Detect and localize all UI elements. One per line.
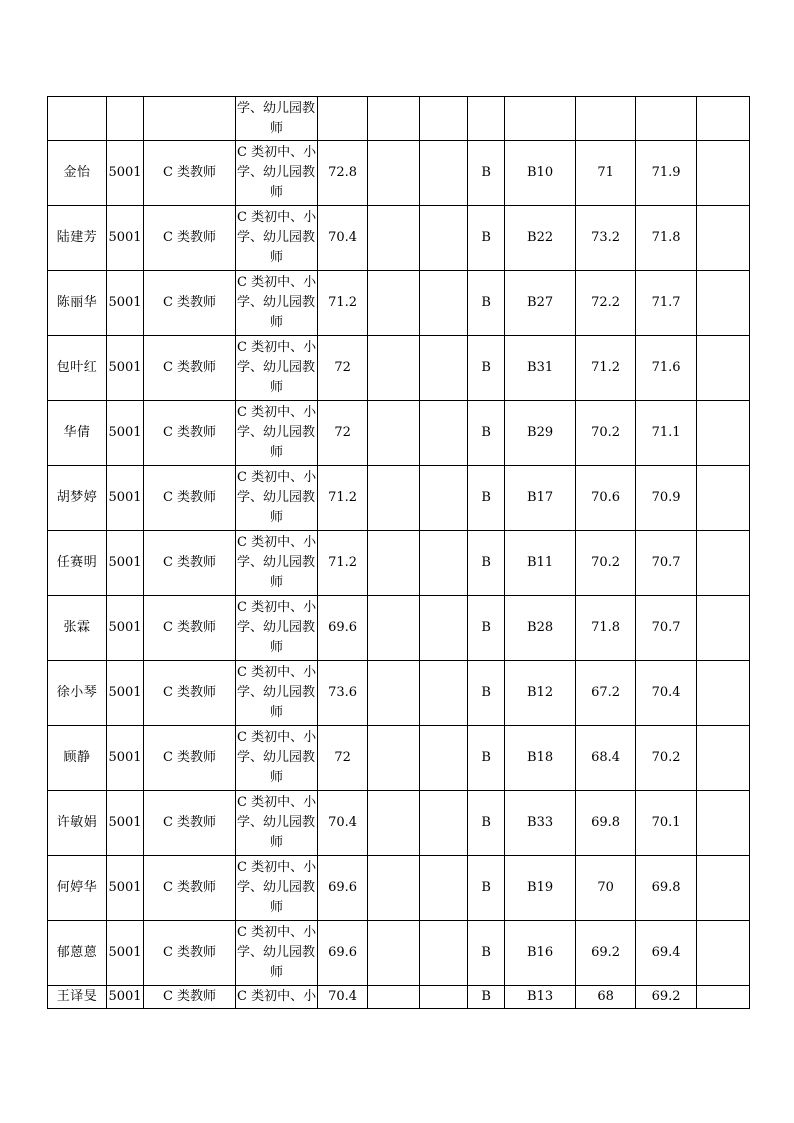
total-score-cell: 71.1 xyxy=(636,401,697,466)
code-cell xyxy=(107,97,144,141)
code-cell: 5001 xyxy=(107,726,144,791)
empty-cell xyxy=(420,466,468,531)
total-score-cell: 70.7 xyxy=(636,531,697,596)
table-row xyxy=(48,401,750,466)
code-cell: 5001 xyxy=(107,596,144,661)
written-score-cell: 72 xyxy=(318,726,368,791)
name-cell: 华倩 xyxy=(48,401,107,466)
name-cell: 郁蒽蒽 xyxy=(48,921,107,986)
remark-cell xyxy=(697,271,750,336)
code-cell: 5001 xyxy=(107,986,144,1009)
total-score-cell: 70.1 xyxy=(636,791,697,856)
post-line: C 类初中、小 xyxy=(237,535,317,550)
table-row xyxy=(48,336,750,401)
code-cell: 5001 xyxy=(107,921,144,986)
post-line: 师 xyxy=(270,315,284,330)
code-cell: 5001 xyxy=(107,531,144,596)
total-score-cell: 69.4 xyxy=(636,921,697,986)
empty-cell xyxy=(368,661,420,726)
interview-score-cell: 71.2 xyxy=(576,336,636,401)
category-cell: C 类教师 xyxy=(144,856,236,921)
remark-cell xyxy=(697,206,750,271)
interview-score-cell: 72.2 xyxy=(576,271,636,336)
table-row xyxy=(48,596,750,661)
seat-cell: B28 xyxy=(505,596,576,661)
grade-cell: B xyxy=(468,856,505,921)
post-line: C 类初中、小 xyxy=(237,470,317,485)
post-line: 学、幼儿园教 xyxy=(237,100,316,116)
remark-cell xyxy=(697,986,750,1009)
post-line: 师 xyxy=(270,640,284,655)
post-line: 学、幼儿园教 xyxy=(237,945,316,960)
post-line: 师 xyxy=(270,120,284,136)
grade-cell: B xyxy=(468,921,505,986)
empty-cell xyxy=(368,531,420,596)
code-cell: 5001 xyxy=(107,661,144,726)
post-cell xyxy=(236,336,318,401)
table-row xyxy=(48,531,750,596)
post-line: 师 xyxy=(270,705,284,720)
written-score-cell: 70.4 xyxy=(318,791,368,856)
remark-cell xyxy=(697,921,750,986)
seat-cell: B29 xyxy=(505,401,576,466)
category-cell xyxy=(144,97,236,141)
category-cell: C 类教师 xyxy=(144,531,236,596)
written-score-cell: 69.6 xyxy=(318,921,368,986)
remark-cell xyxy=(697,791,750,856)
empty-cell xyxy=(420,336,468,401)
seat-cell xyxy=(505,97,576,141)
code-cell: 5001 xyxy=(107,271,144,336)
table-row xyxy=(48,661,750,726)
interview-score-cell: 70.2 xyxy=(576,401,636,466)
empty-cell xyxy=(420,206,468,271)
empty-cell xyxy=(420,921,468,986)
table-row xyxy=(48,921,750,986)
interview-score-cell: 68 xyxy=(576,986,636,1009)
table-row-continued xyxy=(48,97,750,141)
empty-cell xyxy=(368,466,420,531)
post-cell xyxy=(236,661,318,726)
code-cell: 5001 xyxy=(107,141,144,206)
table-row xyxy=(48,271,750,336)
name-cell: 顾静 xyxy=(48,726,107,791)
total-score-cell: 71.9 xyxy=(636,141,697,206)
empty-cell xyxy=(420,791,468,856)
table-row xyxy=(48,791,750,856)
grade-cell: B xyxy=(468,726,505,791)
interview-score-cell: 68.4 xyxy=(576,726,636,791)
post-cell xyxy=(236,206,318,271)
post-cell xyxy=(236,986,318,1009)
name-cell: 胡梦婷 xyxy=(48,466,107,531)
remark-cell xyxy=(697,141,750,206)
post-cell xyxy=(236,271,318,336)
code-cell: 5001 xyxy=(107,466,144,531)
remark-cell xyxy=(697,531,750,596)
category-cell: C 类教师 xyxy=(144,596,236,661)
post-line: 学、幼儿园教 xyxy=(237,750,316,765)
empty-cell xyxy=(420,401,468,466)
written-score-cell: 72.8 xyxy=(318,141,368,206)
empty-cell xyxy=(420,97,468,141)
empty-cell xyxy=(368,141,420,206)
table-row xyxy=(48,856,750,921)
seat-cell: B33 xyxy=(505,791,576,856)
post-cell xyxy=(236,401,318,466)
post-line: C 类初中、小 xyxy=(237,145,317,160)
empty-cell xyxy=(368,596,420,661)
post-line: 学、幼儿园教 xyxy=(237,295,316,310)
post-cell xyxy=(236,921,318,986)
name-cell: 徐小琴 xyxy=(48,661,107,726)
seat-cell: B18 xyxy=(505,726,576,791)
post-line: C 类初中、小 xyxy=(237,600,317,615)
empty-cell xyxy=(420,856,468,921)
written-score-cell: 72 xyxy=(318,336,368,401)
table-row xyxy=(48,206,750,271)
code-cell: 5001 xyxy=(107,401,144,466)
post-line: 学、幼儿园教 xyxy=(237,555,316,570)
total-score-cell: 69.2 xyxy=(636,986,697,1009)
remark-cell xyxy=(697,466,750,531)
written-score-cell: 70.4 xyxy=(318,986,368,1009)
empty-cell xyxy=(368,856,420,921)
seat-cell: B19 xyxy=(505,856,576,921)
results-table xyxy=(47,96,750,1009)
written-score-cell xyxy=(318,97,368,141)
remark-cell xyxy=(697,661,750,726)
name-cell: 金怡 xyxy=(48,141,107,206)
empty-cell xyxy=(368,986,420,1009)
post-line: 师 xyxy=(270,900,284,915)
post-line: 师 xyxy=(270,965,284,980)
interview-score-cell: 71 xyxy=(576,141,636,206)
interview-score-cell: 70 xyxy=(576,856,636,921)
written-score-cell: 71.2 xyxy=(318,531,368,596)
empty-cell xyxy=(420,661,468,726)
category-cell: C 类教师 xyxy=(144,921,236,986)
category-cell: C 类教师 xyxy=(144,726,236,791)
remark-cell xyxy=(697,336,750,401)
written-score-cell: 70.4 xyxy=(318,206,368,271)
name-cell: 任赛明 xyxy=(48,531,107,596)
post-line: 师 xyxy=(270,445,284,460)
remark-cell xyxy=(697,856,750,921)
interview-score-cell: 67.2 xyxy=(576,661,636,726)
empty-cell xyxy=(420,986,468,1009)
code-cell: 5001 xyxy=(107,856,144,921)
post-line: 师 xyxy=(270,575,284,590)
written-score-cell: 69.6 xyxy=(318,596,368,661)
table-row xyxy=(48,141,750,206)
interview-score-cell: 73.2 xyxy=(576,206,636,271)
post-line: 学、幼儿园教 xyxy=(237,490,316,505)
category-cell: C 类教师 xyxy=(144,141,236,206)
post-cell xyxy=(236,141,318,206)
interview-score-cell xyxy=(576,97,636,141)
name-cell: 张霖 xyxy=(48,596,107,661)
total-score-cell: 70.9 xyxy=(636,466,697,531)
empty-cell xyxy=(368,271,420,336)
empty-cell xyxy=(368,206,420,271)
table-row xyxy=(48,466,750,531)
grade-cell: B xyxy=(468,336,505,401)
post-line: 师 xyxy=(270,510,284,525)
post-line: 师 xyxy=(270,380,284,395)
category-cell: C 类教师 xyxy=(144,336,236,401)
empty-cell xyxy=(368,336,420,401)
name-cell: 陈丽华 xyxy=(48,271,107,336)
post-cell xyxy=(236,596,318,661)
remark-cell xyxy=(697,726,750,791)
total-score-cell: 70.7 xyxy=(636,596,697,661)
post-line: 学、幼儿园教 xyxy=(237,360,316,375)
code-cell: 5001 xyxy=(107,206,144,271)
seat-cell: B22 xyxy=(505,206,576,271)
written-score-cell: 72 xyxy=(318,401,368,466)
post-line: 学、幼儿园教 xyxy=(237,685,316,700)
post-line: C 类初中、小 xyxy=(237,925,317,940)
name-cell: 何婷华 xyxy=(48,856,107,921)
post-line: 师 xyxy=(270,770,284,785)
post-line: 学、幼儿园教 xyxy=(237,230,316,245)
category-cell: C 类教师 xyxy=(144,661,236,726)
category-cell: C 类教师 xyxy=(144,466,236,531)
post-line: 师 xyxy=(270,250,284,265)
post-line: C 类初中、小 xyxy=(237,340,317,355)
written-score-cell: 73.6 xyxy=(318,661,368,726)
post-line: 学、幼儿园教 xyxy=(237,165,316,180)
interview-score-cell: 69.2 xyxy=(576,921,636,986)
post-line: C 类初中、小 xyxy=(237,730,317,745)
post-line: 师 xyxy=(270,835,284,850)
written-score-cell: 69.6 xyxy=(318,856,368,921)
empty-cell xyxy=(368,791,420,856)
post-line: C 类初中、小 xyxy=(237,860,317,875)
grade-cell: B xyxy=(468,791,505,856)
total-score-cell: 71.6 xyxy=(636,336,697,401)
grade-cell: B xyxy=(468,466,505,531)
post-cell xyxy=(236,856,318,921)
category-cell: C 类教师 xyxy=(144,986,236,1009)
interview-score-cell: 69.8 xyxy=(576,791,636,856)
empty-cell xyxy=(420,531,468,596)
total-score-cell xyxy=(636,97,697,141)
empty-cell xyxy=(368,401,420,466)
seat-cell: B16 xyxy=(505,921,576,986)
remark-cell xyxy=(697,596,750,661)
total-score-cell: 71.7 xyxy=(636,271,697,336)
grade-cell: B xyxy=(468,271,505,336)
remark-cell xyxy=(697,97,750,141)
category-cell: C 类教师 xyxy=(144,271,236,336)
post-line: 学、幼儿园教 xyxy=(237,815,316,830)
empty-cell xyxy=(420,596,468,661)
empty-cell xyxy=(420,141,468,206)
post-line: 学、幼儿园教 xyxy=(237,425,316,440)
grade-cell: B xyxy=(468,141,505,206)
empty-cell xyxy=(368,726,420,791)
seat-cell: B27 xyxy=(505,271,576,336)
name-cell: 包叶红 xyxy=(48,336,107,401)
grade-cell: B xyxy=(468,401,505,466)
post-cell xyxy=(236,726,318,791)
total-score-cell: 71.8 xyxy=(636,206,697,271)
total-score-cell: 70.2 xyxy=(636,726,697,791)
empty-cell xyxy=(420,726,468,791)
name-cell: 许敏娟 xyxy=(48,791,107,856)
seat-cell: B11 xyxy=(505,531,576,596)
grade-cell: B xyxy=(468,531,505,596)
table-row xyxy=(48,986,750,1009)
post-cell xyxy=(236,791,318,856)
post-line: 师 xyxy=(270,185,284,200)
category-cell: C 类教师 xyxy=(144,791,236,856)
grade-cell: B xyxy=(468,661,505,726)
empty-cell xyxy=(368,97,420,141)
remark-cell xyxy=(697,401,750,466)
post-line: C 类初中、小 xyxy=(237,989,317,1004)
post-cell xyxy=(236,466,318,531)
post-cell xyxy=(236,531,318,596)
interview-score-cell: 71.8 xyxy=(576,596,636,661)
total-score-cell: 69.8 xyxy=(636,856,697,921)
post-line: 学、幼儿园教 xyxy=(237,880,316,895)
grade-cell xyxy=(468,97,505,141)
seat-cell: B12 xyxy=(505,661,576,726)
seat-cell: B17 xyxy=(505,466,576,531)
code-cell: 5001 xyxy=(107,336,144,401)
name-cell: 陆建芳 xyxy=(48,206,107,271)
post-line: 学、幼儿园教 xyxy=(237,620,316,635)
name-cell: 王译旻 xyxy=(48,986,107,1009)
seat-cell: B31 xyxy=(505,336,576,401)
post-line: C 类初中、小 xyxy=(237,665,317,680)
total-score-cell: 70.4 xyxy=(636,661,697,726)
post-line: C 类初中、小 xyxy=(237,210,317,225)
written-score-cell: 71.2 xyxy=(318,271,368,336)
seat-cell: B13 xyxy=(505,986,576,1009)
table-row xyxy=(48,726,750,791)
post-line: C 类初中、小 xyxy=(237,795,317,810)
grade-cell: B xyxy=(468,596,505,661)
written-score-cell: 71.2 xyxy=(318,466,368,531)
name-cell xyxy=(48,97,107,141)
post-line: C 类初中、小 xyxy=(237,405,317,420)
category-cell: C 类教师 xyxy=(144,401,236,466)
interview-score-cell: 70.6 xyxy=(576,466,636,531)
post-line: C 类初中、小 xyxy=(237,275,317,290)
interview-score-cell: 70.2 xyxy=(576,531,636,596)
grade-cell: B xyxy=(468,206,505,271)
grade-cell: B xyxy=(468,986,505,1009)
empty-cell xyxy=(420,271,468,336)
category-cell: C 类教师 xyxy=(144,206,236,271)
code-cell: 5001 xyxy=(107,791,144,856)
seat-cell: B10 xyxy=(505,141,576,206)
empty-cell xyxy=(368,921,420,986)
post-cell xyxy=(236,97,318,141)
